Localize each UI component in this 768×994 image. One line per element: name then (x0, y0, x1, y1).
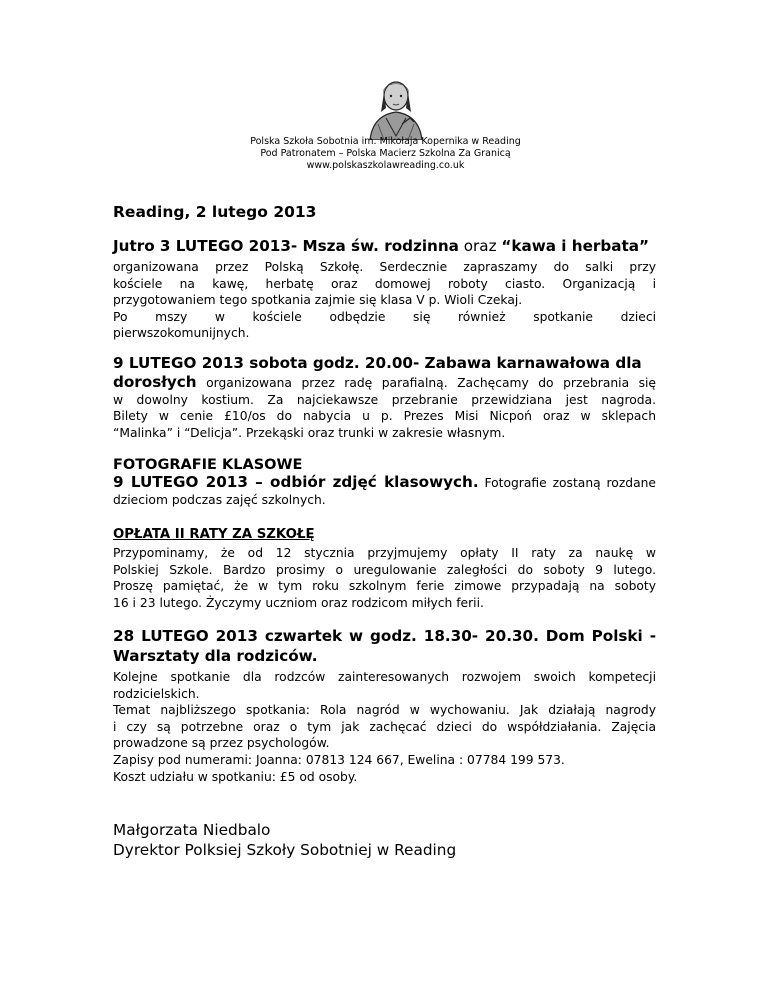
body-line: Bilety w cenie £10/os do nabycia u p. Prezes Misi Nicpoń oraz w sklepach (113, 409, 656, 424)
heading-connector: oraz (458, 237, 502, 255)
section-title: FOTOGRAFIE KLASOWE (113, 457, 303, 473)
body-line: Koszt udziału w spotkaniu: £5 od osoby. (113, 769, 358, 784)
heading-line: Warsztaty dla rodziców. (113, 647, 318, 665)
body-line: kościele na kawę, herbatę oraz domowej roboty ciasto. Organizacją i (113, 276, 656, 291)
signature-name: Małgorzata Niedbalo (113, 821, 271, 839)
body-line: “Malinka” i “Delicja”. Przekąski oraz trunki w zakresie własnym. (113, 425, 506, 440)
section-carnival-party (113, 354, 656, 441)
body-line: w dowolny kostium. Za najciekawsze przebranie przewidziana jest nagroda. (113, 392, 656, 407)
body-line: Przypominamy, że od 12 stycznia przyjmujemy opłaty II raty za naukę w (113, 546, 656, 560)
body-line (113, 474, 656, 492)
section-heading (113, 237, 656, 255)
body-line: Polskiej Szkole. Bardzo prosimy o uregulowanie zaległości do soboty 9 lutego. (113, 562, 656, 577)
section-body (113, 474, 656, 508)
section-class-photos (113, 457, 656, 508)
letter-date: Reading, 2 lutego 2013 (113, 203, 317, 221)
heading-continuation: dorosłych (113, 373, 197, 391)
body-text: Fotografie zostaną rozdane (478, 476, 656, 490)
body-text: organizowana przez radę parafialną. Zachęcamy do przebrania się (196, 376, 656, 390)
body-line: 16 i 23 lutego. Życzymy uczniom oraz rodzicom miłych ferii. (113, 595, 484, 610)
header-website[interactable]: www.polskaszkolawreading.co.uk (306, 160, 465, 171)
body-line: Po mszy w kościele odbędzie się również spotkanie dzieci (113, 309, 656, 324)
section-title: OPŁATA II RATY ZA SZKOŁĘ (113, 527, 315, 542)
signature-title: Dyrektor Polksiej Szkoły Sobotniej w Reading (113, 841, 457, 859)
heading-line: 28 LUTEGO 2013 czwartek w godz. 18.30- 20.30. Dom Polski - (113, 627, 656, 645)
body-line: Temat najbliższego spotkania: Rola nagród w wychowaniu. Jak działają nagrody (113, 703, 656, 718)
section-heading (113, 626, 656, 666)
signature-block (113, 820, 456, 860)
heading-photo-pickup: 9 LUTEGO 2013 – odbiór zdjęć klasowych. (113, 473, 479, 491)
body-line: Proszę pamiętać, że w tym roku szkolnym ferie zimowe przypadają na soboty (113, 579, 656, 594)
section-mass-coffee (113, 237, 656, 342)
body-line (113, 374, 656, 392)
section-body (113, 259, 656, 342)
header-patronage: Pod Patronatem – Polska Macierz Szkolna Za Granicą (260, 148, 511, 159)
body-line: pierwszokomunijnych. (113, 326, 250, 341)
body-line: organizowana przez Polską Szkołę. Serdecznie zapraszamy do salki przy (113, 260, 656, 274)
section-body (113, 545, 656, 611)
heading-event-coffee: “kawa i herbata” (501, 237, 650, 255)
body-line: rodzicielskich. (113, 686, 200, 701)
body-line: Kolejne spotkanie dla rodzców zainteresowanych rozwojem swoich kompetecji (113, 670, 656, 684)
section-parent-workshops (113, 626, 656, 785)
body-line: i czy są potrzebne oraz o tym jak zachęcać dzieci do współdziałania. Zajęcia (113, 719, 656, 734)
section-second-installment (113, 527, 656, 611)
school-header (113, 136, 658, 172)
section-heading: 9 LUTEGO 2013 sobota godz. 20.00- Zabawa karnawałowa dla (113, 354, 642, 372)
section-body (113, 669, 656, 785)
kopernik-portrait-logo (364, 78, 428, 140)
body-line: Zapisy pod numerami: Joanna: 07813 124 667, Ewelina : 07784 199 573. (113, 752, 565, 767)
body-line: przygotowaniem tego spotkania zajmie się klasa V p. Wioli Czekaj. (113, 293, 523, 308)
header-school-name: Polska Szkoła Sobotnia im. Mikołaja Kopernika w Reading (250, 136, 521, 147)
body-line: dzieciom podczas zajęć szkolnych. (113, 492, 326, 507)
heading-event: Jutro 3 LUTEGO 2013- Msza św. rodzinna (113, 237, 459, 255)
body-line: prowadzone są przez psychologów. (113, 736, 330, 751)
section-body (113, 374, 656, 441)
